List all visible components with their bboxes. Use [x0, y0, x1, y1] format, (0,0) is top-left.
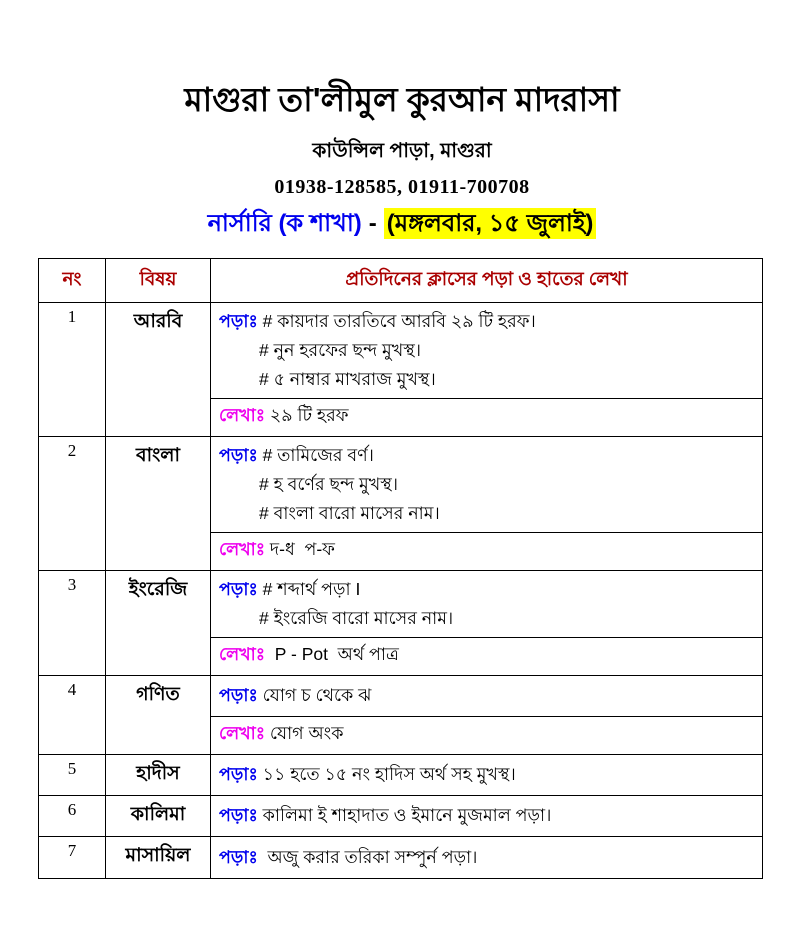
page-title: মাগুরা তা'লীমুল কুরআন মাদরাসা — [184, 81, 620, 118]
lekha-cell — [211, 398, 763, 436]
lekha-cell — [211, 637, 763, 675]
pora-cell — [211, 570, 763, 637]
pora-line — [219, 441, 754, 470]
table-row — [39, 436, 763, 532]
pora-label: পড়াঃ — [219, 310, 258, 331]
pora-label: পড়াঃ — [219, 578, 258, 599]
table-header-row — [39, 258, 763, 302]
pora-label: পড়াঃ — [219, 764, 258, 785]
table-row — [39, 836, 763, 878]
lekha-text: যোগ অংক — [269, 722, 344, 743]
subject-cell: আরবি — [106, 302, 211, 436]
lekha-text: দ-ধ প-ফ — [269, 538, 335, 559]
pora-text: # কায়দার তারতিবে আরবি ২৯ টি হরফ। — [262, 310, 536, 331]
header-subject: বিষয় — [106, 258, 211, 302]
pora-cell — [211, 754, 763, 795]
pora-text: যোগ চ থেকে ঝ — [262, 685, 372, 706]
pora-text: # শব্দার্থ পড়া I — [262, 578, 361, 599]
pora-line — [219, 801, 754, 830]
lesson-table — [38, 258, 763, 879]
row-number: 6 — [39, 795, 106, 836]
pora-line — [219, 470, 754, 499]
class-name: নার্সারি (ক শাখা) — [207, 209, 362, 237]
subject-cell: হাদীস — [106, 754, 211, 795]
lekha-label: লেখাঃ — [219, 404, 266, 425]
pora-cell — [211, 302, 763, 398]
lekha-cell — [211, 716, 763, 754]
pora-text: কালিমা ই শাহাদাত ও ইমানে মুজমাল পড়া। — [262, 805, 552, 826]
subject-cell: বাংলা — [106, 436, 211, 570]
pora-cell — [211, 675, 763, 716]
pora-line — [219, 760, 754, 789]
lekha-cell — [211, 532, 763, 570]
row-number: 4 — [39, 675, 106, 754]
subject-cell: ইংরেজি — [106, 570, 211, 675]
date-highlight: (মঙ্গলবার, ১৫ জুলাই) — [384, 208, 597, 239]
lekha-text: ২৯ টি হরফ — [269, 404, 349, 425]
table-row — [39, 754, 763, 795]
pora-line — [219, 843, 754, 872]
lekha-label: লেখাঃ — [219, 538, 266, 559]
row-number: 2 — [39, 436, 106, 570]
pora-text: অজু করার তরিকা সম্পুর্ন পড়া। — [262, 846, 478, 867]
header-main: প্রতিদিনের ক্লাসের পড়া ও হাতের লেখা — [211, 258, 763, 302]
row-number: 1 — [39, 302, 106, 436]
pora-text: ১১ হতে ১৫ নং হাদিস অর্থ সহ মুখস্থ। — [262, 764, 516, 785]
pora-cell — [211, 795, 763, 836]
table-row — [39, 302, 763, 398]
pora-line — [219, 575, 754, 604]
subject-cell: মাসায়িল — [106, 836, 211, 878]
row-number: 7 — [39, 836, 106, 878]
pora-line — [219, 336, 754, 365]
row-number: 5 — [39, 754, 106, 795]
pora-cell — [211, 836, 763, 878]
address-line: কাউন্সিল পাড়া, মাগুরা — [312, 139, 492, 162]
separator-dash: - — [368, 209, 377, 237]
pora-line — [219, 307, 754, 336]
pora-line — [219, 365, 754, 394]
pora-label: পড়াঃ — [219, 685, 258, 706]
class-date-line — [0, 205, 804, 245]
pora-cell — [211, 436, 763, 532]
pora-label: পড়াঃ — [219, 846, 258, 867]
lekha-text: P - Pot অর্থ পাত্র — [269, 643, 399, 664]
pora-label: পড়াঃ — [219, 805, 258, 826]
pora-text: # বাংলা বারো মাসের নাম। — [259, 502, 440, 523]
phone-numbers: 01938-128585, 01911-700708 — [274, 175, 530, 198]
pora-line — [219, 681, 754, 710]
lekha-label: লেখাঃ — [219, 722, 266, 743]
table-row — [39, 570, 763, 637]
pora-line — [219, 604, 754, 633]
pora-text: # নুন হরফের ছন্দ মুখস্থ। — [259, 339, 422, 360]
pora-label: পড়াঃ — [219, 444, 258, 465]
header-num: নং — [39, 258, 106, 302]
pora-text: # হ বর্ণের ছন্দ মুখস্থ। — [259, 473, 399, 494]
table-row — [39, 675, 763, 716]
pora-text: # তামিজের বর্ণ। — [262, 444, 374, 465]
document-header — [0, 0, 804, 245]
subject-cell: গণিত — [106, 675, 211, 754]
pora-text: # ইংরেজি বারো মাসের নাম। — [259, 607, 454, 628]
lekha-label: লেখাঃ — [219, 643, 266, 664]
pora-text: # ৫ নাম্বার মাখরাজ মুখস্থ। — [259, 368, 436, 389]
table-row — [39, 795, 763, 836]
pora-line — [219, 499, 754, 528]
row-number: 3 — [39, 570, 106, 675]
subject-cell: কালিমা — [106, 795, 211, 836]
